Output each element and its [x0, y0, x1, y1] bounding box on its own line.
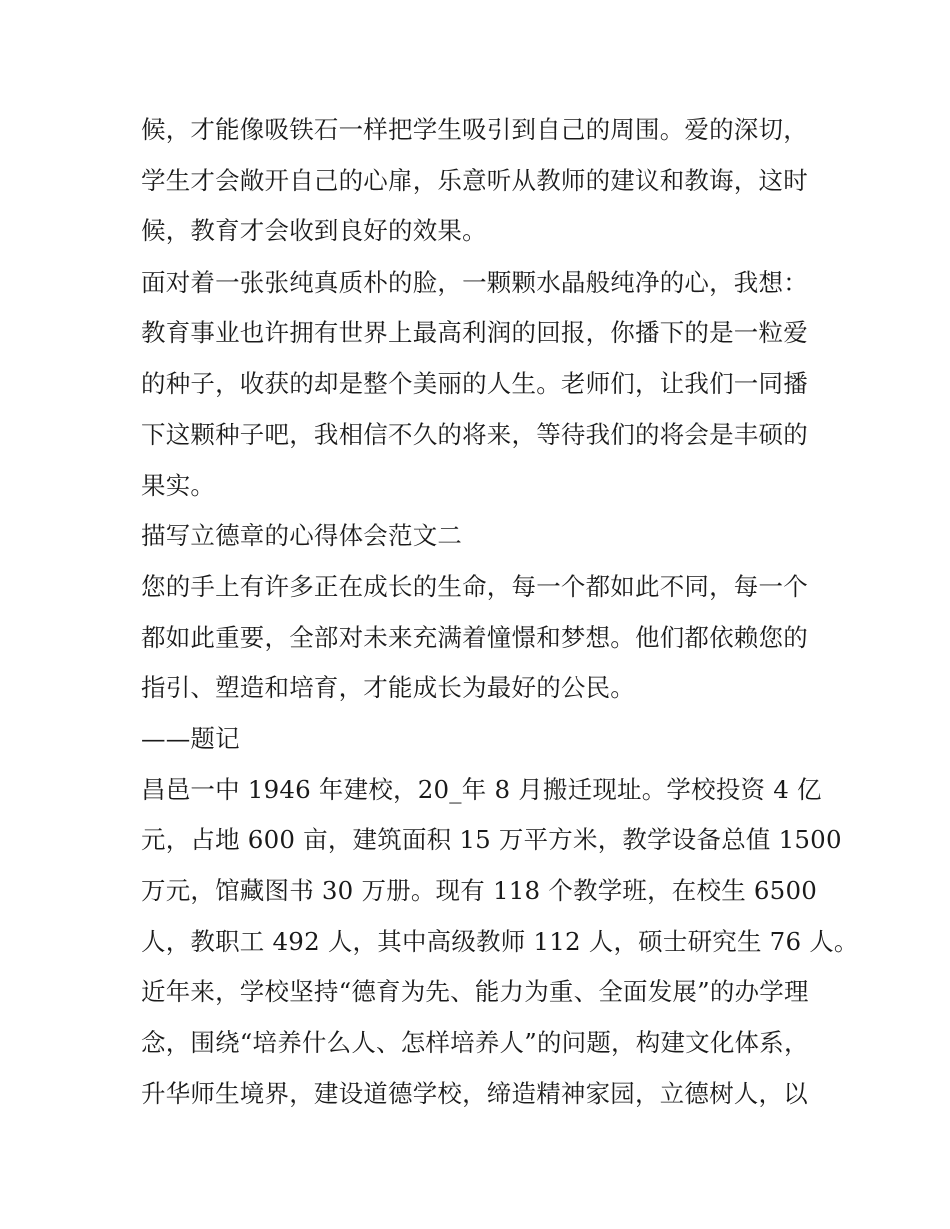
epigraph-label: ——题记 — [141, 724, 240, 753]
text-line: 近年来，学校坚持“德育为先、能力为重、全面发展”的办学理 — [141, 977, 809, 1006]
text-line: 下这颗种子吧，我相信不久的将来，等待我们的将会是丰硕的 — [141, 420, 808, 449]
text-line: 学生才会敞开自己的心扉，乐意听从教师的建议和教诲，这时 — [141, 166, 808, 195]
text-line: 元，占地 600 亩，建筑面积 15 万平方米，教学设备总值 1500 — [141, 825, 842, 854]
text-line: 万元，馆藏图书 30 万册。现有 118 个教学班，在校生 6500 — [141, 876, 818, 905]
text-line: 您的手上有许多正在成长的生命，每一个都如此不同，每一个 — [141, 572, 808, 601]
text-line: 昌邑一中 1946 年建校，20_年 8 月搬迁现址。学校投资 4 亿 — [141, 775, 822, 804]
text-line: 教育事业也许拥有世界上最高利润的回报，你播下的是一粒爱 — [141, 318, 808, 347]
text-line: 人，教职工 492 人，其中高级教师 112 人，硕士研究生 76 人。 — [141, 927, 859, 956]
section-heading: 描写立德章的心得体会范文二 — [141, 521, 463, 550]
text-line: 指引、塑造和培育，才能成长为最好的公民。 — [141, 673, 635, 702]
text-line: 候，教育才会收到良好的效果。 — [141, 216, 487, 245]
text-line: 的种子，收获的却是整个美丽的人生。老师们，让我们一同播 — [141, 369, 808, 398]
text-line: 果实。 — [141, 471, 216, 500]
text-line: 都如此重要，全部对未来充满着憧憬和梦想。他们都依赖您的 — [141, 623, 808, 652]
text-line: 候，才能像吸铁石一样把学生吸引到自己的周围。爱的深切， — [141, 115, 808, 144]
text-line: 念，围绕“培养什么人、怎样培养人”的问题，构建文化体系， — [141, 1028, 809, 1057]
text-line: 升华师生境界，建设道德学校，缔造精神家园，立德树人，以 — [141, 1079, 808, 1108]
text-line: 面对着一张张纯真质朴的脸，一颗颗水晶般纯净的心，我想： — [141, 268, 808, 297]
